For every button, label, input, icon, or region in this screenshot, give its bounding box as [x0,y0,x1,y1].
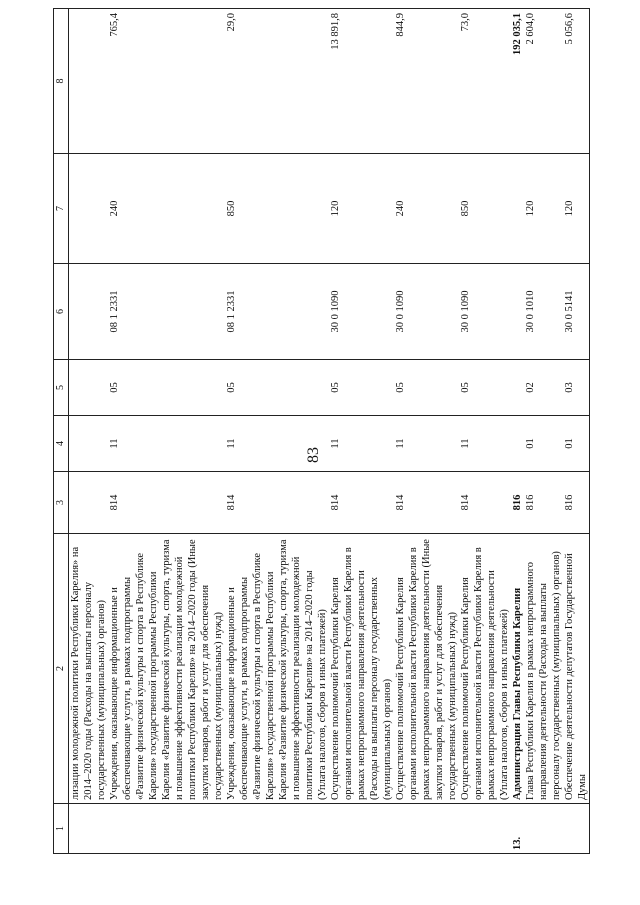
expense-name: Администрация Главы Республики Карелия [511,534,524,804]
section-code [69,416,109,472]
table-row-section [511,9,524,854]
table-row [524,9,563,854]
section-code: 11 [459,416,511,472]
amount: 29,0 [225,9,329,154]
budget-table [53,8,590,854]
section-code: 01 [563,416,590,472]
subsection-code: 03 [563,360,590,416]
col-header-7: 7 [54,154,69,264]
col-header-1: 1 [54,804,69,854]
ministry-code: 816 [524,472,563,534]
subsection-code: 05 [225,360,329,416]
section-code: 11 [329,416,394,472]
target-article [511,264,524,360]
row-number [69,804,109,854]
section-code: 11 [394,416,459,472]
expense-type: 120 [329,154,394,264]
target-article: 30 0 1010 [524,264,563,360]
target-article [69,264,109,360]
table-row [108,9,225,854]
expense-name: Осуществление полномочий Республики Карелия органами исполнительной власти Республики Карелия в рамках непрограммного направления деятельности (Уплата налогов, сборов и иных платежей) [459,534,511,804]
col-header-5: 5 [54,360,69,416]
expense-name: Осуществление полномочий Республики Карелия органами исполнительной власти Республики Карелия в рамках непрограммного направления деятельности (Расходы на выплаты персоналу государственных (муниципальных) органов) [329,534,394,804]
ministry-code: 814 [108,472,225,534]
subsection-code: 05 [329,360,394,416]
amount: 765,4 [108,9,225,154]
ministry-code: 814 [459,472,511,534]
col-header-6: 6 [54,264,69,360]
subsection-code: 05 [459,360,511,416]
subsection-code: 05 [108,360,225,416]
amount: 13 891,8 [329,9,394,154]
amount: 5 056,6 [563,9,590,154]
table-row [459,9,511,854]
expense-type: 850 [225,154,329,264]
table-row [69,9,109,854]
subsection-code [69,360,109,416]
table-row [225,9,329,854]
col-header-4: 4 [54,416,69,472]
amount: 192 035,1 [511,9,524,154]
ministry-code: 816 [563,472,590,534]
target-article: 30 0 5141 [563,264,590,360]
amount: 844,9 [394,9,459,154]
expense-type: 120 [524,154,563,264]
ministry-code: 814 [394,472,459,534]
row-number [459,804,511,854]
row-number [524,804,563,854]
table-row [394,9,459,854]
table-row [563,9,590,854]
subsection-code: 05 [394,360,459,416]
rotated-table-container [53,9,633,854]
target-article: 08 1 2331 [225,264,329,360]
target-article: 08 1 2331 [108,264,225,360]
ministry-code: 816 [511,472,524,534]
row-number [225,804,329,854]
target-article: 30 0 1090 [459,264,511,360]
expense-type [69,154,109,264]
page-number: 83 [305,447,322,463]
section-code: 11 [108,416,225,472]
ministry-code: 814 [225,472,329,534]
expense-name: Учреждения, оказывающие информационные и обеспечивающие услуги, в рамках подпрограммы «Развитие физической культуры и спорта в Республике Карелия» государственной программы Республики Карелия «Развитие физической культуры, спорта, туризма и повышение эффективности реализации молодежной политики Республики Карелия» на 2014–2020 годы (Уплата налогов, сборов и иных платежей) [225,534,329,804]
expense-type: 240 [108,154,225,264]
target-article: 30 0 1090 [329,264,394,360]
expense-name: лизации молодежной политики Республики Карелия» на 2014–2020 годы (Расходы на выплаты персоналу государственных (муниципальных) органов) [69,534,109,804]
expense-name: Осуществление полномочий Республики Карелия органами исполнительной власти Республики Карелия в рамках непрограммного направления деятельности (Иные закупки товаров, работ и услуг для обеспечения государственных (муниципальных) нужд) [394,534,459,804]
amount [69,9,109,154]
row-number [108,804,225,854]
section-code: 01 [524,416,563,472]
table-row [329,9,394,854]
col-header-8: 8 [54,9,69,154]
expense-type: 120 [563,154,590,264]
section-code: 11 [225,416,329,472]
expense-type [511,154,524,264]
ministry-code: 814 [329,472,394,534]
expense-name: Глава Республики Карелия в рамках непрограммного направления деятельности (Расходы на выплаты персоналу государственных (муниципальных) органов) [524,534,563,804]
amount: 73,0 [459,9,511,154]
expense-type: 850 [459,154,511,264]
subsection-code [511,360,524,416]
ministry-code [69,472,109,534]
amount: 2 604,0 [524,9,563,154]
row-number [394,804,459,854]
expense-type: 240 [394,154,459,264]
section-code [511,416,524,472]
subsection-code: 02 [524,360,563,416]
row-number: 13. [511,804,524,854]
header-row [54,9,69,854]
expense-name: Учреждения, оказывающие информационные и обеспечивающие услуги, в рамках подпрограммы «Развитие физической культуры и спорта в Республике Карелия» государственной программы Республики Карелия «Развитие физической культуры, спорта, туризма и повышение эффективности реализации молодежной политики Республики Карелия» на 2014–2020 годы (Иные закупки товаров, работ и услуг для обеспечения государственных (муниципальных) нужд) [108,534,225,804]
row-number [329,804,394,854]
row-number [563,804,590,854]
col-header-3: 3 [54,472,69,534]
col-header-2: 2 [54,534,69,804]
expense-name: Обеспечение деятельности депутатов Государственной Думы [563,534,590,804]
target-article: 30 0 1090 [394,264,459,360]
